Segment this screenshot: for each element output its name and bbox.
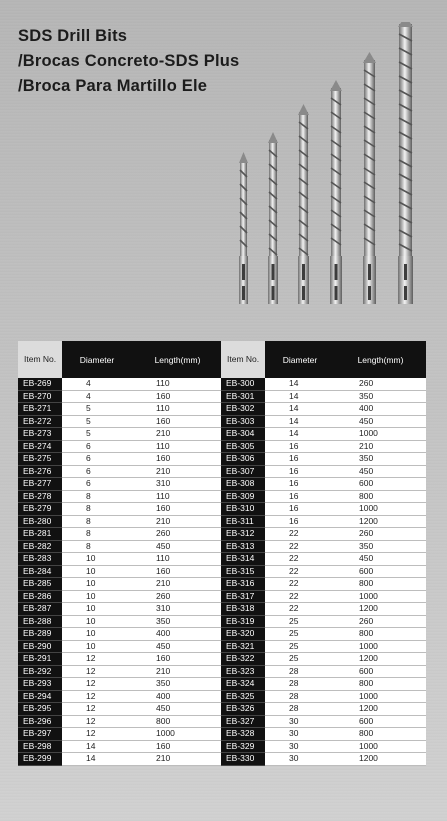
diameter-cell: 14 bbox=[265, 415, 335, 428]
item-no-cell: EB-300 bbox=[221, 378, 265, 390]
table-row bbox=[18, 678, 223, 691]
table-row bbox=[221, 453, 426, 466]
diameter-cell: 12 bbox=[62, 653, 132, 666]
diameter-cell: 16 bbox=[265, 515, 335, 528]
diameter-cell: 22 bbox=[265, 528, 335, 541]
diameter-cell: 16 bbox=[265, 503, 335, 516]
length-cell: 1200 bbox=[335, 653, 426, 666]
diameter-cell: 16 bbox=[265, 478, 335, 491]
diameter-cell: 8 bbox=[62, 515, 132, 528]
diameter-cell: 25 bbox=[265, 640, 335, 653]
diameter-cell: 4 bbox=[62, 390, 132, 403]
item-no-cell: EB-322 bbox=[221, 653, 265, 666]
length-cell: 1000 bbox=[335, 503, 426, 516]
table-row bbox=[18, 628, 223, 641]
table-row bbox=[221, 653, 426, 666]
table-row bbox=[221, 465, 426, 478]
table-row bbox=[18, 740, 223, 753]
item-no-cell: EB-301 bbox=[221, 390, 265, 403]
table-row bbox=[221, 503, 426, 516]
table-row bbox=[18, 553, 223, 566]
diameter-cell: 14 bbox=[265, 403, 335, 416]
length-cell: 1000 bbox=[335, 428, 426, 441]
diameter-cell: 14 bbox=[265, 428, 335, 441]
diameter-cell: 22 bbox=[265, 578, 335, 591]
item-no-cell: EB-305 bbox=[221, 440, 265, 453]
item-no-cell: EB-314 bbox=[221, 553, 265, 566]
diameter-cell: 14 bbox=[265, 378, 335, 390]
length-cell: 350 bbox=[132, 615, 223, 628]
length-cell: 350 bbox=[335, 453, 426, 466]
item-no-cell: EB-281 bbox=[18, 528, 62, 541]
diameter-cell: 5 bbox=[62, 428, 132, 441]
diameter-cell: 12 bbox=[62, 703, 132, 716]
table-row bbox=[221, 603, 426, 616]
item-no-cell: EB-328 bbox=[221, 728, 265, 741]
table-row bbox=[18, 503, 223, 516]
item-no-cell: EB-309 bbox=[221, 490, 265, 503]
length-cell: 450 bbox=[132, 640, 223, 653]
length-cell: 260 bbox=[132, 590, 223, 603]
item-no-cell: EB-329 bbox=[221, 740, 265, 753]
diameter-cell: 16 bbox=[265, 465, 335, 478]
header-item-no: Item No. bbox=[221, 341, 265, 378]
item-no-cell: EB-287 bbox=[18, 603, 62, 616]
length-cell: 600 bbox=[335, 665, 426, 678]
header-diameter: Diameter bbox=[62, 341, 132, 378]
length-cell: 210 bbox=[335, 440, 426, 453]
table-row bbox=[221, 540, 426, 553]
diameter-cell: 16 bbox=[265, 453, 335, 466]
length-cell: 450 bbox=[335, 415, 426, 428]
drill-bits-illustration bbox=[226, 22, 426, 312]
table-row bbox=[221, 740, 426, 753]
diameter-cell: 4 bbox=[62, 378, 132, 390]
length-cell: 800 bbox=[335, 490, 426, 503]
item-no-cell: EB-293 bbox=[18, 678, 62, 691]
item-no-cell: EB-292 bbox=[18, 665, 62, 678]
diameter-cell: 22 bbox=[265, 540, 335, 553]
length-cell: 450 bbox=[335, 553, 426, 566]
length-cell: 260 bbox=[335, 528, 426, 541]
table-row bbox=[18, 578, 223, 591]
diameter-cell: 8 bbox=[62, 503, 132, 516]
diameter-cell: 16 bbox=[265, 440, 335, 453]
diameter-cell: 28 bbox=[265, 703, 335, 716]
diameter-cell: 8 bbox=[62, 540, 132, 553]
length-cell: 310 bbox=[132, 478, 223, 491]
diameter-cell: 22 bbox=[265, 553, 335, 566]
table-row bbox=[18, 378, 223, 390]
item-no-cell: EB-306 bbox=[221, 453, 265, 466]
diameter-cell: 6 bbox=[62, 478, 132, 491]
diameter-cell: 12 bbox=[62, 690, 132, 703]
length-cell: 1000 bbox=[335, 590, 426, 603]
item-no-cell: EB-326 bbox=[221, 703, 265, 716]
table-row bbox=[221, 553, 426, 566]
table-row bbox=[18, 428, 223, 441]
table-row bbox=[221, 478, 426, 491]
length-cell: 350 bbox=[335, 540, 426, 553]
item-no-cell: EB-319 bbox=[221, 615, 265, 628]
table-row bbox=[221, 665, 426, 678]
diameter-cell: 30 bbox=[265, 753, 335, 766]
item-no-cell: EB-315 bbox=[221, 565, 265, 578]
item-no-cell: EB-298 bbox=[18, 740, 62, 753]
table-row bbox=[221, 440, 426, 453]
table-row bbox=[221, 678, 426, 691]
length-cell: 110 bbox=[132, 403, 223, 416]
diameter-cell: 12 bbox=[62, 678, 132, 691]
length-cell: 800 bbox=[335, 628, 426, 641]
title-line-2: /Brocas Concreto-SDS Plus bbox=[18, 52, 240, 70]
length-cell: 260 bbox=[132, 528, 223, 541]
diameter-cell: 10 bbox=[62, 640, 132, 653]
header-length: Length(mm) bbox=[335, 341, 426, 378]
table-row bbox=[18, 490, 223, 503]
item-no-cell: EB-275 bbox=[18, 453, 62, 466]
length-cell: 600 bbox=[335, 715, 426, 728]
item-no-cell: EB-279 bbox=[18, 503, 62, 516]
length-cell: 1000 bbox=[335, 690, 426, 703]
table-row bbox=[18, 615, 223, 628]
item-no-cell: EB-320 bbox=[221, 628, 265, 641]
page-title bbox=[18, 24, 239, 99]
item-no-cell: EB-272 bbox=[18, 415, 62, 428]
length-cell: 110 bbox=[132, 378, 223, 390]
table-row bbox=[18, 415, 223, 428]
table-row bbox=[221, 390, 426, 403]
table-row bbox=[221, 565, 426, 578]
diameter-cell: 30 bbox=[265, 728, 335, 741]
table-row bbox=[221, 615, 426, 628]
table-row bbox=[18, 665, 223, 678]
diameter-cell: 12 bbox=[62, 715, 132, 728]
diameter-cell: 28 bbox=[265, 678, 335, 691]
diameter-cell: 25 bbox=[265, 615, 335, 628]
item-no-cell: EB-310 bbox=[221, 503, 265, 516]
diameter-cell: 6 bbox=[62, 453, 132, 466]
length-cell: 310 bbox=[132, 603, 223, 616]
length-cell: 350 bbox=[335, 390, 426, 403]
item-no-cell: EB-304 bbox=[221, 428, 265, 441]
item-no-cell: EB-284 bbox=[18, 565, 62, 578]
item-no-cell: EB-321 bbox=[221, 640, 265, 653]
diameter-cell: 30 bbox=[265, 715, 335, 728]
table-row bbox=[18, 603, 223, 616]
item-no-cell: EB-291 bbox=[18, 653, 62, 666]
item-no-cell: EB-288 bbox=[18, 615, 62, 628]
length-cell: 800 bbox=[132, 715, 223, 728]
length-cell: 1000 bbox=[335, 640, 426, 653]
diameter-cell: 6 bbox=[62, 465, 132, 478]
table-row bbox=[221, 578, 426, 591]
item-no-cell: EB-299 bbox=[18, 753, 62, 766]
length-cell: 260 bbox=[335, 615, 426, 628]
header-diameter: Diameter bbox=[265, 341, 335, 378]
table-row bbox=[221, 690, 426, 703]
diameter-cell: 14 bbox=[265, 390, 335, 403]
diameter-cell: 28 bbox=[265, 690, 335, 703]
table-row bbox=[221, 753, 426, 766]
table-header-row bbox=[221, 341, 426, 378]
table-row bbox=[18, 640, 223, 653]
length-cell: 400 bbox=[335, 403, 426, 416]
item-no-cell: EB-317 bbox=[221, 590, 265, 603]
table-row bbox=[221, 703, 426, 716]
item-no-cell: EB-327 bbox=[221, 715, 265, 728]
table-row bbox=[221, 715, 426, 728]
length-cell: 160 bbox=[132, 740, 223, 753]
table-row bbox=[18, 590, 223, 603]
length-cell: 1000 bbox=[132, 728, 223, 741]
item-no-cell: EB-285 bbox=[18, 578, 62, 591]
title-line-3: /Broca Para Martillo Ele bbox=[18, 77, 208, 95]
item-no-cell: EB-296 bbox=[18, 715, 62, 728]
length-cell: 160 bbox=[132, 653, 223, 666]
table-row bbox=[18, 440, 223, 453]
table-row bbox=[18, 753, 223, 766]
item-no-cell: EB-273 bbox=[18, 428, 62, 441]
diameter-cell: 30 bbox=[265, 740, 335, 753]
length-cell: 400 bbox=[132, 628, 223, 641]
item-no-cell: EB-302 bbox=[221, 403, 265, 416]
table-row bbox=[221, 590, 426, 603]
length-cell: 1000 bbox=[335, 740, 426, 753]
length-cell: 210 bbox=[132, 665, 223, 678]
table-row bbox=[18, 728, 223, 741]
diameter-cell: 10 bbox=[62, 615, 132, 628]
table-row bbox=[18, 690, 223, 703]
diameter-cell: 5 bbox=[62, 403, 132, 416]
length-cell: 210 bbox=[132, 578, 223, 591]
length-cell: 160 bbox=[132, 390, 223, 403]
item-no-cell: EB-290 bbox=[18, 640, 62, 653]
table-row bbox=[221, 378, 426, 390]
item-no-cell: EB-295 bbox=[18, 703, 62, 716]
table-row bbox=[18, 703, 223, 716]
table-row bbox=[18, 715, 223, 728]
item-no-cell: EB-325 bbox=[221, 690, 265, 703]
table-row bbox=[221, 640, 426, 653]
item-no-cell: EB-271 bbox=[18, 403, 62, 416]
length-cell: 160 bbox=[132, 453, 223, 466]
diameter-cell: 8 bbox=[62, 528, 132, 541]
length-cell: 800 bbox=[335, 578, 426, 591]
length-cell: 450 bbox=[132, 703, 223, 716]
diameter-cell: 10 bbox=[62, 590, 132, 603]
diameter-cell: 10 bbox=[62, 628, 132, 641]
table-row bbox=[221, 428, 426, 441]
diameter-cell: 22 bbox=[265, 590, 335, 603]
length-cell: 450 bbox=[132, 540, 223, 553]
length-cell: 1200 bbox=[335, 753, 426, 766]
table-row bbox=[18, 478, 223, 491]
table-row bbox=[221, 515, 426, 528]
table-row bbox=[18, 653, 223, 666]
table-row bbox=[221, 728, 426, 741]
item-no-cell: EB-274 bbox=[18, 440, 62, 453]
length-cell: 260 bbox=[335, 378, 426, 390]
table-row bbox=[18, 565, 223, 578]
length-cell: 210 bbox=[132, 753, 223, 766]
length-cell: 450 bbox=[335, 465, 426, 478]
length-cell: 800 bbox=[335, 728, 426, 741]
item-no-cell: EB-280 bbox=[18, 515, 62, 528]
table-row bbox=[221, 490, 426, 503]
table-row bbox=[221, 628, 426, 641]
table-row bbox=[18, 515, 223, 528]
diameter-cell: 10 bbox=[62, 603, 132, 616]
length-cell: 210 bbox=[132, 465, 223, 478]
item-no-cell: EB-297 bbox=[18, 728, 62, 741]
table-row bbox=[18, 403, 223, 416]
item-no-cell: EB-313 bbox=[221, 540, 265, 553]
length-cell: 1200 bbox=[335, 603, 426, 616]
product-table-right bbox=[221, 341, 426, 766]
item-no-cell: EB-330 bbox=[221, 753, 265, 766]
item-no-cell: EB-286 bbox=[18, 590, 62, 603]
item-no-cell: EB-283 bbox=[18, 553, 62, 566]
item-no-cell: EB-312 bbox=[221, 528, 265, 541]
diameter-cell: 25 bbox=[265, 628, 335, 641]
item-no-cell: EB-308 bbox=[221, 478, 265, 491]
item-no-cell: EB-277 bbox=[18, 478, 62, 491]
diameter-cell: 22 bbox=[265, 565, 335, 578]
diameter-cell: 10 bbox=[62, 553, 132, 566]
diameter-cell: 5 bbox=[62, 415, 132, 428]
length-cell: 600 bbox=[335, 478, 426, 491]
length-cell: 110 bbox=[132, 440, 223, 453]
item-no-cell: EB-311 bbox=[221, 515, 265, 528]
title-line-1: SDS Drill Bits bbox=[18, 27, 128, 45]
diameter-cell: 12 bbox=[62, 728, 132, 741]
item-no-cell: EB-294 bbox=[18, 690, 62, 703]
header-item-no: Item No. bbox=[18, 341, 62, 378]
diameter-cell: 25 bbox=[265, 653, 335, 666]
diameter-cell: 14 bbox=[62, 740, 132, 753]
diameter-cell: 16 bbox=[265, 490, 335, 503]
diameter-cell: 14 bbox=[62, 753, 132, 766]
table-row bbox=[221, 528, 426, 541]
length-cell: 400 bbox=[132, 690, 223, 703]
length-cell: 110 bbox=[132, 490, 223, 503]
diameter-cell: 10 bbox=[62, 578, 132, 591]
item-no-cell: EB-323 bbox=[221, 665, 265, 678]
length-cell: 600 bbox=[335, 565, 426, 578]
table-row bbox=[18, 528, 223, 541]
item-no-cell: EB-289 bbox=[18, 628, 62, 641]
diameter-cell: 12 bbox=[62, 665, 132, 678]
length-cell: 210 bbox=[132, 515, 223, 528]
item-no-cell: EB-324 bbox=[221, 678, 265, 691]
table-header-row bbox=[18, 341, 223, 378]
item-no-cell: EB-307 bbox=[221, 465, 265, 478]
item-no-cell: EB-282 bbox=[18, 540, 62, 553]
diameter-cell: 22 bbox=[265, 603, 335, 616]
length-cell: 160 bbox=[132, 565, 223, 578]
item-no-cell: EB-316 bbox=[221, 578, 265, 591]
diameter-cell: 6 bbox=[62, 440, 132, 453]
length-cell: 210 bbox=[132, 428, 223, 441]
table-row bbox=[221, 415, 426, 428]
item-no-cell: EB-269 bbox=[18, 378, 62, 390]
item-no-cell: EB-318 bbox=[221, 603, 265, 616]
length-cell: 800 bbox=[335, 678, 426, 691]
table-row bbox=[18, 390, 223, 403]
header-length: Length(mm) bbox=[132, 341, 223, 378]
table-row bbox=[221, 403, 426, 416]
diameter-cell: 8 bbox=[62, 490, 132, 503]
length-cell: 350 bbox=[132, 678, 223, 691]
diameter-cell: 28 bbox=[265, 665, 335, 678]
length-cell: 160 bbox=[132, 503, 223, 516]
table-row bbox=[18, 540, 223, 553]
length-cell: 1200 bbox=[335, 703, 426, 716]
length-cell: 110 bbox=[132, 553, 223, 566]
length-cell: 160 bbox=[132, 415, 223, 428]
item-no-cell: EB-270 bbox=[18, 390, 62, 403]
diameter-cell: 10 bbox=[62, 565, 132, 578]
item-no-cell: EB-278 bbox=[18, 490, 62, 503]
length-cell: 1200 bbox=[335, 515, 426, 528]
product-table-left bbox=[18, 341, 223, 766]
item-no-cell: EB-276 bbox=[18, 465, 62, 478]
table-row bbox=[18, 465, 223, 478]
item-no-cell: EB-303 bbox=[221, 415, 265, 428]
table-row bbox=[18, 453, 223, 466]
